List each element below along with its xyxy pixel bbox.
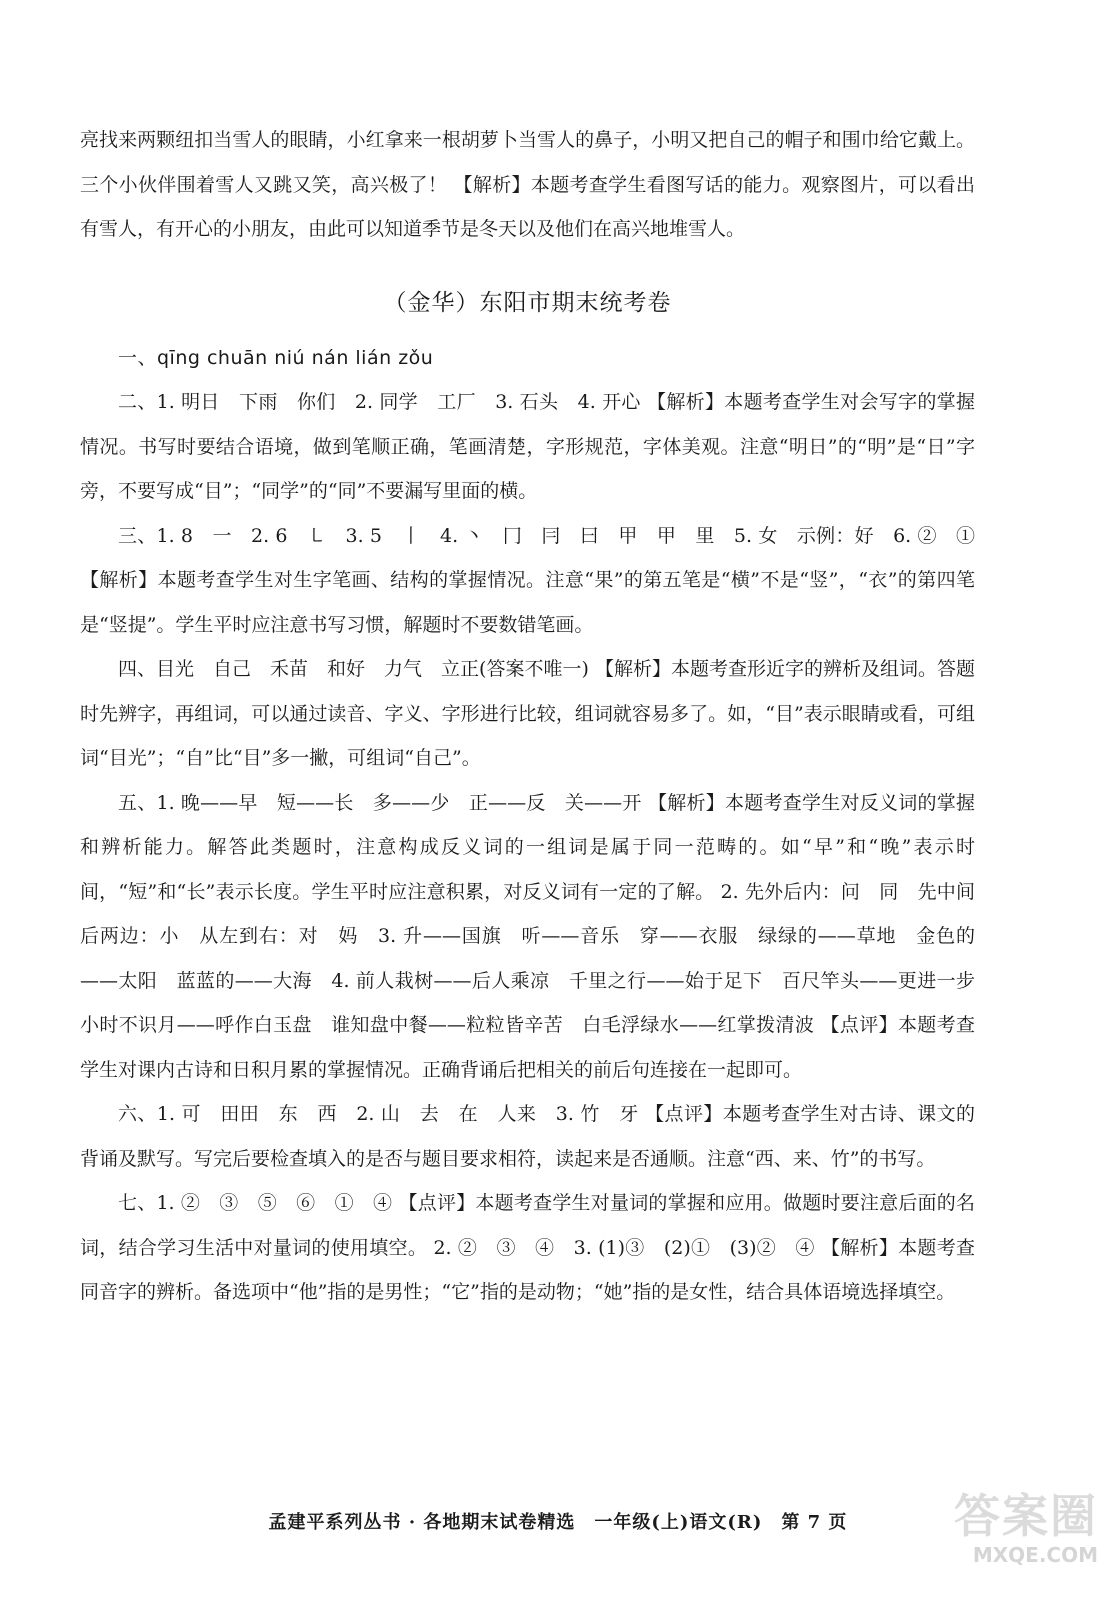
watermark-url: MXQE.COM [972, 1543, 1098, 1567]
answer-4: 四、目光 自己 禾苗 和好 力气 立正(答案不唯一) 【解析】本题考查形近字的辨析及组词。答题时先辨字，再组词，可以通过读音、字义、字形进行比较，组词就容易多了。如，“目”表示眼睛或看，可组词“目光”；“自”比“目”多一撇，可组词“自己”。 [80, 658, 975, 769]
page-footer: 孟建平系列丛书 · 各地期末试卷精选 一年级(上)语文(R) 第 7 页 [268, 1512, 848, 1533]
answer-5: 五、1. 晚——早 短——长 多——少 正——反 关——开 【解析】本题考查学生对反义词的掌握和辨析能力。解答此类题时，注意构成反义词的一组词是属于同一范畴的。如“早”和“晚”表示时间，“短”和“长”表示长度。学生平时应注意积累，对反义词有一定的了解。 2. 先外后内：问 同 先中间后两边：小 从左到右：对 妈 3. 升——国旗 听——音乐 穿——衣服 绿绿的——草地 金色的——太阳 蓝蓝的——大海 4. 前人栽树——后人乘凉 千里之行——始于足下 百尺竿头——更进一步 小时不识月——呼作白玉盘 谁知盘中餐——粒粒皆辛苦 白毛浮绿水——红掌拨清波 【点评】本题考查学生对课内古诗和日积月累的掌握情况。正确背诵后把相关的前后句连接在一起即可。 [80, 791, 995, 1081]
answer-2: 二、1. 明日 下雨 你们 2. 同学 工厂 3. 石头 4. 开心 【解析】本题考查学生对会写字的掌握情况。书写时要结合语境，做到笔顺正确，笔画清楚，字形规范，字体美观。注意“明日”的“明”是“日”字旁，不要写成“目”；“同学”的“同”不要漏写里面的横。 [80, 391, 975, 502]
section-title: （金华）东阳市期末统考卷 [383, 289, 672, 316]
page-content [80, 118, 995, 1315]
pinyin-answer: 一、qīng chuān niú nán lián zǒu [118, 346, 434, 369]
intro-paragraph: 亮找来两颗纽扣当雪人的眼睛，小红拿来一根胡萝卜当雪人的鼻子，小明又把自己的帽子和围巾给它戴上。三个小伙伴围着雪人又跳又笑，高兴极了！ 【解析】本题考查学生看图写话的能力。观察图片，可以看出有雪人，有开心的小朋友，由此可以知道季节是冬天以及他们在高兴地堆雪人。 [80, 129, 975, 240]
watermark-logo [928, 1490, 1098, 1580]
answer-7: 七、1. ② ③ ⑤ ⑥ ① ④ 【点评】本题考查学生对量词的掌握和应用。做题时要注意后面的名词，结合学习生活中对量词的使用填空。 2. ② ③ ④ 3. (1)③ (2)① (3)② ④ 【解析】本题考查同音字的辨析。备选项中“他”指的是男性；“它”指的是动物；“她”指的是女性，结合具体语境选择填空。 [80, 1192, 975, 1303]
answer-1 [80, 336, 975, 381]
answer-6: 六、1. 可 田田 东 西 2. 山 去 在 人来 3. 竹 牙 【点评】本题考查学生对古诗、课文的背诵及默写。写完后要检查填入的是否与题目要求相符，读起来是否通顺。注意“西、来、竹”的书写。 [80, 1103, 975, 1170]
answer-3: 三、1. 8 一 2. 6 ㇄ 3. 5 丨 4. 丶 冂 冃 曰 甲 甲 里 5. 女 示例：好 6. ② ① 【解析】本题考查学生对生字笔画、结构的掌握情况。注意“果”的第五笔是“横”不是“竖”，“衣”的第四笔是“竖提”。学生平时应注意书写习惯，解题时不要数错笔画。 [80, 524, 975, 636]
watermark-text: 答案圈 [954, 1489, 1098, 1543]
